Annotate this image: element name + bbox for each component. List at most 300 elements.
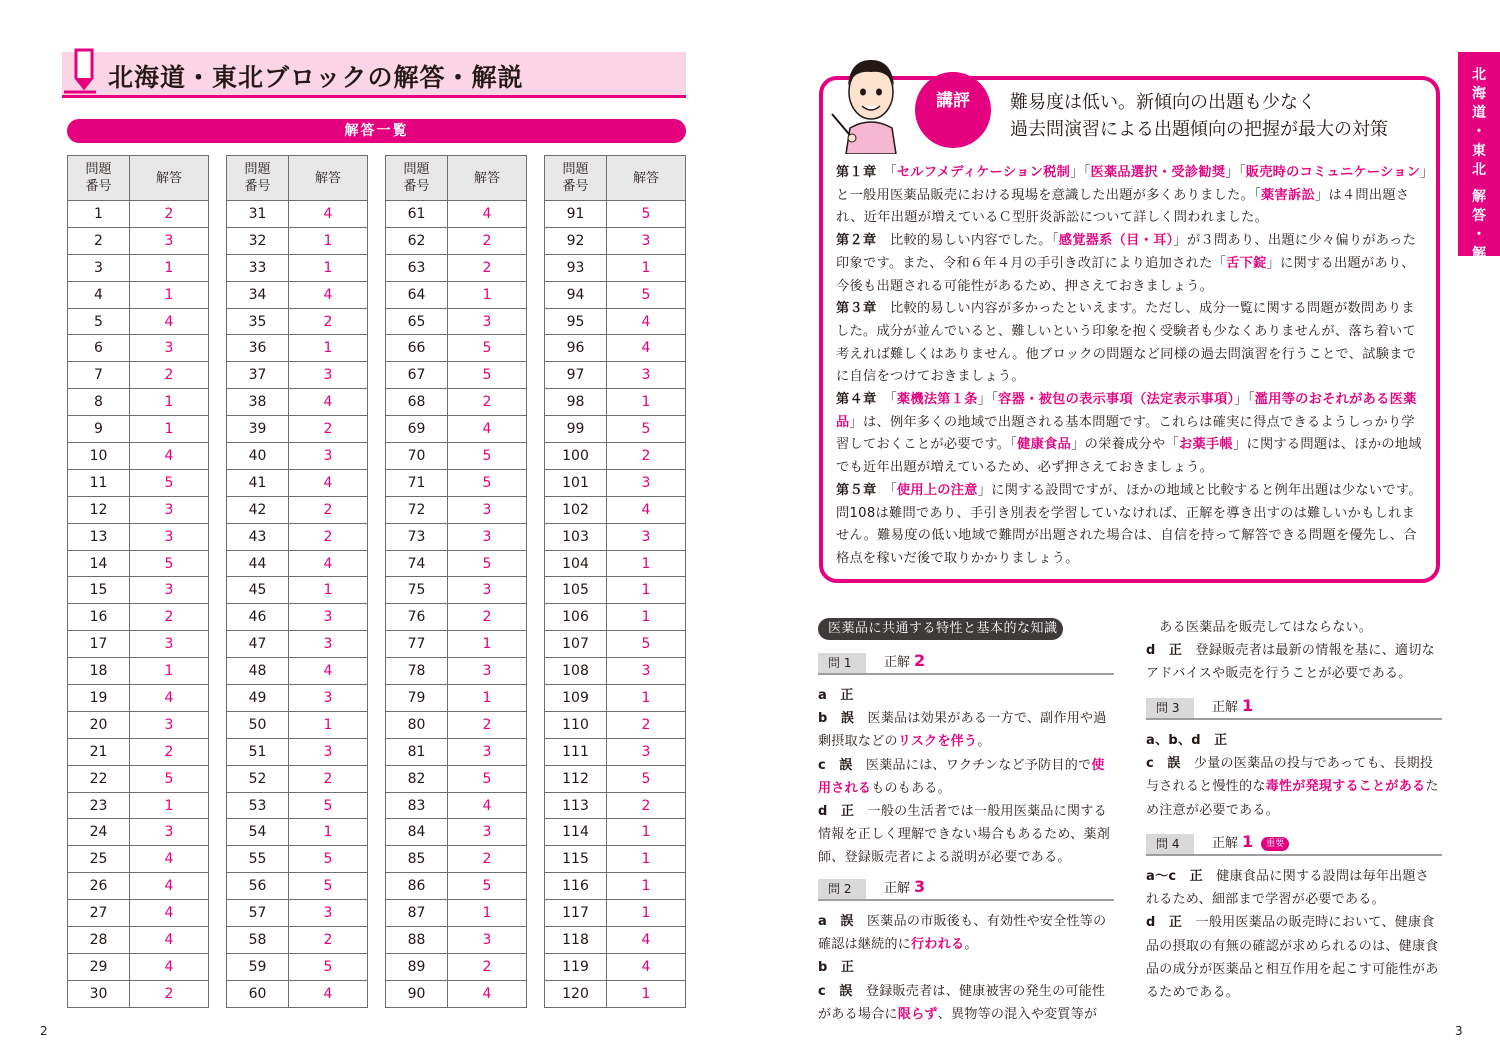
table-row	[545, 900, 686, 927]
q2-correct-label: 正解	[884, 881, 911, 896]
answer-value: 4	[607, 953, 686, 980]
q4-correct-label: 正解	[1212, 836, 1239, 851]
question-number: 97	[545, 362, 607, 389]
question-number: 60	[227, 980, 289, 1007]
question-number: 36	[227, 335, 289, 362]
question-number: 62	[386, 227, 448, 254]
answer-value: 5	[448, 443, 527, 470]
question-number: 8	[68, 389, 130, 416]
answer-value: 4	[130, 443, 209, 470]
table-row	[227, 711, 368, 738]
answer-value: 4	[289, 469, 368, 496]
question-number: 104	[545, 550, 607, 577]
review-headline	[1010, 89, 1388, 143]
table-row	[545, 604, 686, 631]
col-header-question-number: 問題 番号	[68, 156, 130, 201]
table-row	[545, 658, 686, 685]
question-number: 51	[227, 738, 289, 765]
q2-explanation: a 誤 医薬品の市販後も、有効性や安全性等の確認は継続的に行われる。 b 正 c 誤 登録販売者は、健康被害の発生の可能性がある場合に限らず、異物等の混入や変質等が	[818, 914, 1107, 1022]
answer-value: 3	[130, 819, 209, 846]
q4-label: 問	[1156, 837, 1169, 851]
answer-value: 1	[448, 631, 527, 658]
answer-value: 4	[130, 873, 209, 900]
question-number: 81	[386, 738, 448, 765]
question-number: 117	[545, 900, 607, 927]
table-row	[68, 443, 209, 470]
question-number: 112	[545, 765, 607, 792]
important-badge: 重要	[1261, 837, 1289, 851]
table-row	[545, 443, 686, 470]
answer-value: 1	[607, 846, 686, 873]
answer-value: 3	[130, 577, 209, 604]
table-row	[386, 792, 527, 819]
answer-value: 4	[289, 658, 368, 685]
table-row	[68, 927, 209, 954]
table-row	[68, 900, 209, 927]
question-number: 83	[386, 792, 448, 819]
table-row	[227, 227, 368, 254]
answer-value: 2	[289, 927, 368, 954]
answer-value: 3	[289, 362, 368, 389]
answer-value: 3	[130, 711, 209, 738]
question-number: 66	[386, 335, 448, 362]
answer-value: 5	[289, 792, 368, 819]
table-row	[386, 577, 527, 604]
answer-value: 1	[607, 550, 686, 577]
question-number: 79	[386, 685, 448, 712]
question-number: 103	[545, 523, 607, 550]
side-tab-char: 解	[1472, 246, 1486, 262]
answer-value: 3	[448, 658, 527, 685]
answer-value: 3	[130, 496, 209, 523]
q4-header: 問 4 正解 1 重要	[1146, 832, 1442, 856]
question-number: 67	[386, 362, 448, 389]
side-index-tab	[1458, 52, 1500, 281]
table-row	[68, 685, 209, 712]
answer-value: 4	[607, 496, 686, 523]
answer-value: 3	[607, 658, 686, 685]
table-row	[386, 389, 527, 416]
table-row	[386, 604, 527, 631]
q1-answer: 2	[914, 651, 926, 670]
side-tab-char: 北	[1472, 67, 1486, 83]
answer-value: 1	[607, 980, 686, 1007]
table-row	[227, 953, 368, 980]
table-row	[68, 389, 209, 416]
question-number: 34	[227, 281, 289, 308]
question-number: 4	[68, 281, 130, 308]
answer-value: 4	[448, 792, 527, 819]
question-number: 91	[545, 201, 607, 228]
question-number: 99	[545, 416, 607, 443]
table-row	[68, 953, 209, 980]
answer-value: 1	[607, 873, 686, 900]
answer-value: 4	[289, 281, 368, 308]
table-row	[545, 711, 686, 738]
side-tab-char: 海	[1472, 86, 1486, 102]
table-row	[227, 980, 368, 1007]
answer-value: 5	[448, 873, 527, 900]
answer-value: 5	[607, 416, 686, 443]
table-row	[68, 792, 209, 819]
answer-value: 3	[130, 335, 209, 362]
table-row	[227, 631, 368, 658]
table-row	[227, 738, 368, 765]
answer-value: 3	[448, 927, 527, 954]
answer-value: 3	[289, 738, 368, 765]
q1-label: 問	[828, 656, 841, 670]
question-number: 43	[227, 523, 289, 550]
question-number: 116	[545, 873, 607, 900]
question-number: 48	[227, 658, 289, 685]
table-row	[386, 685, 527, 712]
question-number: 98	[545, 389, 607, 416]
answer-value: 1	[130, 281, 209, 308]
answer-value: 1	[448, 281, 527, 308]
answer-value: 2	[448, 604, 527, 631]
question-number: 49	[227, 685, 289, 712]
table-row	[68, 201, 209, 228]
answer-value: 2	[130, 362, 209, 389]
question-number: 52	[227, 765, 289, 792]
answer-value: 1	[607, 685, 686, 712]
table-row	[386, 523, 527, 550]
answer-value: 5	[607, 631, 686, 658]
question-number: 96	[545, 335, 607, 362]
table-row	[545, 389, 686, 416]
answer-value: 3	[448, 496, 527, 523]
table-row	[227, 308, 368, 335]
answer-value: 5	[289, 846, 368, 873]
question-number: 95	[545, 308, 607, 335]
question-number: 32	[227, 227, 289, 254]
table-row	[386, 550, 527, 577]
table-row	[386, 658, 527, 685]
col-header-question-number: 問題 番号	[227, 156, 289, 201]
question-number: 63	[386, 254, 448, 281]
answer-value: 1	[448, 900, 527, 927]
answer-value: 1	[130, 792, 209, 819]
table-row	[386, 254, 527, 281]
question-number: 65	[386, 308, 448, 335]
question-number: 109	[545, 685, 607, 712]
question-number: 26	[68, 873, 130, 900]
question-number: 106	[545, 604, 607, 631]
table-row	[545, 550, 686, 577]
answer-value: 5	[130, 550, 209, 577]
answer-value: 2	[607, 711, 686, 738]
question-number: 28	[68, 927, 130, 954]
answer-value: 4	[448, 201, 527, 228]
table-row	[545, 362, 686, 389]
answer-value: 2	[448, 389, 527, 416]
answer-value: 3	[607, 469, 686, 496]
page-title: 北海道・東北ブロックの解答・解説	[108, 63, 524, 92]
question-number: 21	[68, 738, 130, 765]
table-row	[68, 469, 209, 496]
col-header-question-number: 問題 番号	[386, 156, 448, 201]
answer-value: 5	[448, 362, 527, 389]
question-number: 115	[545, 846, 607, 873]
question-number: 45	[227, 577, 289, 604]
question-number: 1	[68, 201, 130, 228]
question-number: 118	[545, 927, 607, 954]
answer-value: 4	[289, 550, 368, 577]
review-badge: 講評	[915, 72, 991, 148]
q2-explanation-continued: ある医薬品を販売してはならない。 d 正 登録販売者は最新の情報を基に、適切なアドバイスや販売を行うことが必要である。	[1146, 620, 1435, 682]
answer-value: 1	[448, 685, 527, 712]
answer-value: 5	[607, 281, 686, 308]
answer-value: 2	[130, 604, 209, 631]
question-number: 30	[68, 980, 130, 1007]
answer-value: 1	[130, 658, 209, 685]
teacher-illustration-icon	[830, 44, 912, 154]
question-number: 3	[68, 254, 130, 281]
table-row	[68, 254, 209, 281]
answer-value: 2	[448, 953, 527, 980]
question-number: 23	[68, 792, 130, 819]
answer-value: 1	[607, 604, 686, 631]
table-row	[227, 685, 368, 712]
table-row	[545, 953, 686, 980]
question-number: 92	[545, 227, 607, 254]
question-number: 86	[386, 873, 448, 900]
table-row	[68, 335, 209, 362]
table-row	[386, 443, 527, 470]
question-number: 59	[227, 953, 289, 980]
answer-value: 2	[607, 443, 686, 470]
table-row	[227, 469, 368, 496]
q4-answer: 1	[1242, 832, 1254, 851]
answer-value: 5	[289, 953, 368, 980]
answer-value: 3	[289, 685, 368, 712]
q3-explanation: a、b、d 正 c 誤 少量の医薬品の投与であっても、長期投与されると慢性的な毒性が発現することがあるため注意が必要である。	[1146, 733, 1439, 818]
table-row	[68, 631, 209, 658]
question-number: 16	[68, 604, 130, 631]
table-row	[545, 873, 686, 900]
question-number: 10	[68, 443, 130, 470]
side-tab-char	[1458, 180, 1500, 188]
answer-value: 4	[448, 416, 527, 443]
col-header-answer: 解答	[607, 156, 686, 201]
answer-value: 4	[130, 685, 209, 712]
question-number: 54	[227, 819, 289, 846]
question-number: 101	[545, 469, 607, 496]
answer-value: 2	[130, 201, 209, 228]
section-title: 医薬品に共通する特性と基本的な知識	[818, 618, 1063, 640]
answer-table-2	[226, 155, 368, 1008]
q4-explanation: a～c 正 健康食品に関する設問は毎年出題されるため、細部まで学習が必要である。 d 正 一般用医薬品の販売時において、健康食品の摂取の有無の確認が求められるのは、健康食品の成分が医薬品と相互作用を起こす可能性があるためである。	[1146, 869, 1439, 1001]
question-number: 94	[545, 281, 607, 308]
table-row	[545, 765, 686, 792]
answer-value: 2	[448, 227, 527, 254]
table-row	[386, 335, 527, 362]
table-row	[386, 738, 527, 765]
question-number: 114	[545, 819, 607, 846]
table-row	[227, 604, 368, 631]
table-row	[68, 227, 209, 254]
table-row	[68, 711, 209, 738]
table-row	[386, 362, 527, 389]
question-number: 78	[386, 658, 448, 685]
table-row	[386, 980, 527, 1007]
table-row	[386, 227, 527, 254]
answer-value: 3	[607, 362, 686, 389]
table-row	[227, 201, 368, 228]
table-row	[227, 523, 368, 550]
answer-value: 2	[448, 254, 527, 281]
question-number: 82	[386, 765, 448, 792]
table-row	[386, 281, 527, 308]
question-number: 100	[545, 443, 607, 470]
question-number: 25	[68, 846, 130, 873]
question-number: 88	[386, 927, 448, 954]
table-row	[227, 927, 368, 954]
answer-value: 2	[130, 738, 209, 765]
answer-value: 4	[448, 980, 527, 1007]
answer-value: 3	[448, 819, 527, 846]
answer-value: 5	[130, 469, 209, 496]
table-row	[227, 281, 368, 308]
question-number: 105	[545, 577, 607, 604]
question-number: 56	[227, 873, 289, 900]
table-row	[68, 416, 209, 443]
table-row	[545, 308, 686, 335]
question-number: 84	[386, 819, 448, 846]
q2-header: 問 2 正解 3	[818, 877, 1114, 901]
side-tab-char: 北	[1472, 162, 1486, 178]
answer-value: 4	[289, 980, 368, 1007]
table-row	[227, 765, 368, 792]
side-tab-char: 答	[1472, 208, 1486, 224]
table-row	[227, 846, 368, 873]
q3-correct-label: 正解	[1212, 700, 1239, 715]
table-row	[68, 308, 209, 335]
question-number: 61	[386, 201, 448, 228]
table-row	[545, 201, 686, 228]
table-row	[545, 416, 686, 443]
review-headline-line-2: 過去問演習による出題傾向の把握が最大の対策	[1010, 119, 1388, 140]
col-header-answer: 解答	[289, 156, 368, 201]
table-row	[68, 604, 209, 631]
question-number: 75	[386, 577, 448, 604]
table-row	[545, 819, 686, 846]
table-row	[545, 927, 686, 954]
question-number: 44	[227, 550, 289, 577]
question-number: 64	[386, 281, 448, 308]
answer-list-header: 解答一覧	[67, 119, 686, 143]
table-row	[386, 496, 527, 523]
q3-header: 問 3 正解 1	[1146, 696, 1442, 720]
answer-value: 2	[448, 846, 527, 873]
table-row	[227, 254, 368, 281]
answer-value: 4	[607, 308, 686, 335]
table-row	[545, 335, 686, 362]
q2-label: 問	[828, 882, 841, 896]
question-number: 6	[68, 335, 130, 362]
marker-pen-icon	[62, 48, 98, 96]
question-number: 46	[227, 604, 289, 631]
answer-value: 4	[289, 389, 368, 416]
table-row	[545, 980, 686, 1007]
question-number: 102	[545, 496, 607, 523]
answer-value: 2	[607, 792, 686, 819]
table-row	[227, 819, 368, 846]
question-number: 5	[68, 308, 130, 335]
table-row	[545, 685, 686, 712]
answer-value: 1	[130, 254, 209, 281]
answer-value: 2	[448, 711, 527, 738]
side-tab-char: 東	[1472, 143, 1486, 159]
table-row	[227, 362, 368, 389]
question-number: 24	[68, 819, 130, 846]
q1-correct-label: 正解	[884, 655, 911, 670]
question-number: 55	[227, 846, 289, 873]
question-number: 12	[68, 496, 130, 523]
table-row	[227, 792, 368, 819]
side-tab-char: ・	[1472, 227, 1486, 243]
table-row	[68, 362, 209, 389]
answer-value: 1	[289, 577, 368, 604]
table-row	[386, 765, 527, 792]
question-number: 11	[68, 469, 130, 496]
q2-answer: 3	[914, 877, 926, 896]
question-number: 113	[545, 792, 607, 819]
side-tab-char: 説	[1472, 265, 1486, 281]
table-row	[68, 523, 209, 550]
question-number: 47	[227, 631, 289, 658]
question-number: 93	[545, 254, 607, 281]
question-number: 53	[227, 792, 289, 819]
answer-value: 4	[130, 927, 209, 954]
table-row	[68, 550, 209, 577]
table-row	[68, 496, 209, 523]
table-row	[386, 873, 527, 900]
answer-table-1	[67, 155, 209, 1008]
answer-value: 4	[607, 927, 686, 954]
table-row	[227, 443, 368, 470]
answer-value: 1	[289, 335, 368, 362]
question-number: 42	[227, 496, 289, 523]
table-row	[227, 873, 368, 900]
table-row	[68, 738, 209, 765]
answer-value: 2	[289, 416, 368, 443]
answer-value: 4	[130, 953, 209, 980]
review-headline-line-1: 難易度は低い。新傾向の出題も少なく	[1010, 92, 1316, 113]
question-number: 35	[227, 308, 289, 335]
answer-value: 2	[289, 308, 368, 335]
table-row	[545, 496, 686, 523]
question-number: 15	[68, 577, 130, 604]
table-row	[68, 281, 209, 308]
question-number: 74	[386, 550, 448, 577]
question-number: 80	[386, 711, 448, 738]
answer-value: 3	[289, 631, 368, 658]
table-row	[227, 416, 368, 443]
table-row	[386, 846, 527, 873]
answer-value: 5	[448, 550, 527, 577]
answer-value: 3	[130, 227, 209, 254]
table-row	[545, 469, 686, 496]
review-body: 第１章 「セルフメディケーション税制」「医薬品選択・受診勧奨」「販売時のコミュニケーション」と一般用医薬品販売における現場を意識した出題が多くありました。「薬害訴訟」は４問出題され、近年出題が増えているＣ型肝炎訴訟について詳しく問われました。 第２章 比較的易しい内容でした。「感覚器系（目・耳）」が３問あり、出題に少々偏りがあった印象です。また、令和６年４月の手引き改訂により追加された「舌下錠」に関する出題があり、今後も出題される可能性があるため、押さえておきましょう。 第３章 比較的易しい内容が多かったといえます。ただし、成分一覧に関する問題が数問ありました。成分が並んでいると、難しいという印象を抱く受験者も少なくありませんが、落ち着いて考えれば難しくはありません。他ブロックの問題など同様の過去問演習を行うことで、試験までに自信をつけておきましょう。 第４章 「薬機法第１条」「容器・被包の表示事項（法定表示事項）」「濫用等のおそれがある医薬品」は、例年多くの地域で出題される基本問題です。これらは確実に得点できるようしっかり学習しておくことが必要です。「健康食品」の栄養成分や「お薬手帳」に関する問題は、ほかの地域でも近年出題が増えているため、必ず押さえておきましょう。 第５章 「使用上の注意」に関する設問ですが、ほかの地域と比較すると例年出題は少ないです。問108は難問であり、手引き別表を学習していなければ、正解を導き出すのは難しいかもしれません。難易度の低い地域で難問が出題された場合は、自信を持って解答できる問題を優先し、合格点を稼いだ後で取りかかりましょう。	[836, 165, 1428, 566]
answer-value: 5	[448, 469, 527, 496]
answer-value: 5	[289, 873, 368, 900]
answer-value: 1	[607, 819, 686, 846]
table-row	[545, 631, 686, 658]
question-number: 111	[545, 738, 607, 765]
question-number: 2	[68, 227, 130, 254]
question-number: 58	[227, 927, 289, 954]
